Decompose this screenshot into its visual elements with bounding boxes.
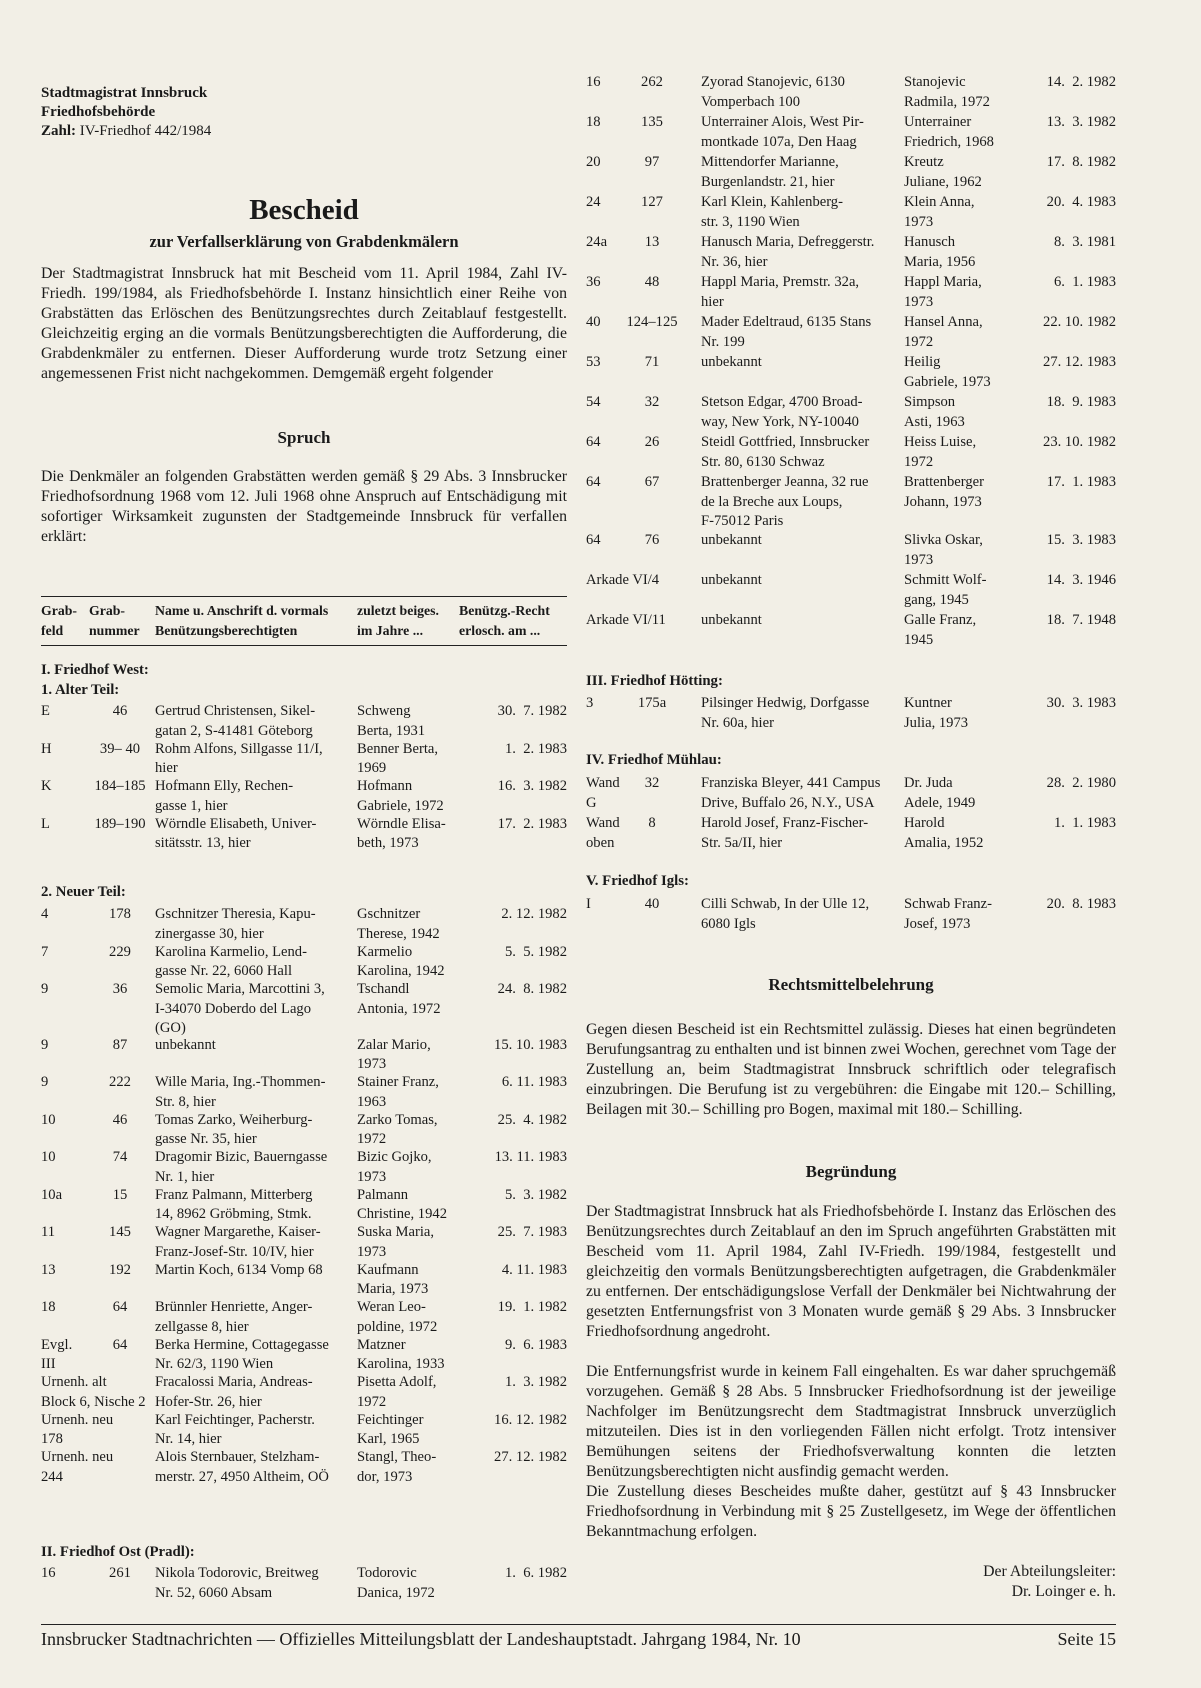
begruendung-paragraph-3: Die Zustellung dieses Bescheides mußte daher, gestützt auf § 43 Innsbrucker Friedhofsordnung in Verbindung mit § 25 Zustellgesetz, im Wege der öffentlichen Bekanntmachung erfolgen.	[586, 1483, 1116, 1540]
th-beiges: zuletzt beiges. im Jahre ...	[357, 603, 439, 638]
table-row	[586, 313, 1116, 353]
grave-field: 10	[41, 1149, 56, 1165]
table-row	[41, 1036, 567, 1076]
grave-field: 10a	[41, 1186, 63, 1203]
holder-name-address: Cilli Schwab, In der Ulle 12, 6080 Igls	[701, 896, 870, 932]
right-expired-date: 24. 8. 1982	[497, 981, 567, 997]
grave-field: 4	[41, 906, 49, 922]
last-buried: Klein Anna, 1973	[904, 194, 975, 230]
right-expired-date: 25. 7. 1983	[497, 1224, 567, 1240]
holder-name-address: Mittendorfer Marianne, Burgenlandstr. 21, hier	[701, 154, 839, 190]
grave-number: 8	[648, 815, 656, 831]
right-expired-date: 6. 1. 1983	[1053, 274, 1116, 290]
right-expired-date: 9. 6. 1983	[504, 1336, 567, 1353]
holder-name-address: Karolina Karmelio, Lend- gasse Nr. 22, 6060 Hall	[155, 943, 307, 979]
right-expired-date: 23. 10. 1982	[1043, 434, 1116, 450]
last-buried: Schmitt Wolf- gang, 1945	[904, 572, 987, 608]
grave-number: 46	[112, 703, 128, 719]
last-buried: Matzner Karolina, 1933	[357, 1336, 445, 1372]
grave-number: 135	[641, 114, 663, 130]
right-expired-date: 27. 12. 1983	[1043, 354, 1116, 370]
last-buried: Stangl, Theo- dor, 1973	[357, 1449, 437, 1485]
right-expired-date: 20. 8. 1983	[1046, 896, 1116, 912]
footer-text: Innsbrucker Stadtnachrichten — Offizielles Mitteilungsblatt der Landeshauptstadt. Jahrgang 1984, Nr. 10	[41, 1629, 801, 1649]
table-row	[41, 702, 567, 742]
right-expired-date: 5. 5. 1982	[504, 943, 567, 960]
table-row	[41, 1186, 567, 1226]
grave-field: 18	[41, 1299, 56, 1315]
last-buried: Hansel Anna, 1972	[904, 314, 983, 350]
holder-name-address: Brünnler Henriette, Anger- zellgasse 8, hier	[155, 1299, 313, 1335]
last-buried: Kaufmann Maria, 1973	[357, 1261, 429, 1297]
right-expired-date: 20. 4. 1983	[1046, 194, 1116, 210]
holder-name-address: Dragomir Bizic, Bauerngasse Nr. 1, hier	[155, 1149, 328, 1185]
table-row	[586, 571, 1116, 611]
holder-name-address: Berka Hermine, Cottagegasse Nr. 62/3, 1190 Wien	[155, 1336, 329, 1372]
grave-field: Evgl. III	[41, 1336, 73, 1372]
right-expired-date: 18. 7. 1948	[1046, 612, 1116, 628]
right-expired-date: 17. 2. 1983	[497, 815, 567, 832]
grave-number: 178	[109, 906, 131, 922]
grave-number: 15	[112, 1186, 128, 1203]
last-buried: Stanojevic Radmila, 1972	[904, 74, 990, 110]
last-buried: Schwab Franz- Josef, 1973	[904, 896, 992, 932]
holder-name-address: Hofmann Elly, Rechen- gasse 1, hier	[155, 778, 294, 814]
grave-number: 36	[112, 981, 128, 997]
grave-field: Arkade VI/4	[586, 572, 660, 588]
grave-number: 175a	[637, 695, 667, 711]
table-row	[41, 1073, 567, 1113]
last-buried: Unterrainer Friedrich, 1968	[904, 114, 994, 150]
right-expired-date: 17. 1. 1983	[1046, 474, 1116, 490]
last-buried: Kuntner Julia, 1973	[904, 695, 969, 731]
last-buried: Karmelio Karolina, 1942	[357, 943, 445, 979]
grave-number: 145	[109, 1224, 131, 1240]
right-expired-date: 27. 12. 1982	[494, 1449, 567, 1465]
last-buried: Simpson Asti, 1963	[904, 394, 965, 430]
right-expired-date: 17. 8. 1982	[1046, 154, 1116, 170]
right-expired-date: 18. 9. 1983	[1046, 394, 1116, 410]
rechtsmittel-paragraph: Gegen diesen Bescheid ist ein Rechtsmittel zulässig. Dieses hat einen begründeten Berufungsantrag zu enthalten und ist binnen zwei Wochen, gerechnet vom Tage der Zustellung an, beim Stadtmagistrat Innsbruck schriftlich oder telegrafisch einzubringen. Die Berufung ist zu vergebühren: die Eingabe mit 120.– Schilling, Beilagen mit 30.– Schilling pro Bogen, maximal mit 180.– Schilling.	[586, 1021, 1116, 1118]
grave-field: K	[41, 778, 52, 794]
grave-number: 222	[109, 1074, 131, 1090]
holder-name-address: unbekannt	[701, 572, 762, 588]
spruch-heading: Spruch	[277, 428, 331, 447]
section-friedhof-hoetting: III. Friedhof Hötting:	[586, 673, 723, 689]
grave-field: 36	[586, 274, 601, 290]
last-buried: Zarko Tomas, 1972	[357, 1111, 438, 1147]
holder-name-address: unbekannt	[701, 612, 762, 628]
table-row	[41, 905, 567, 945]
last-buried: Dr. Juda Adele, 1949	[904, 775, 976, 811]
document-subtitle: zur Verfallserklärung von Grabdenkmälern	[149, 232, 459, 251]
right-expired-date: 28. 2. 1980	[1046, 775, 1116, 791]
holder-name-address: Mader Edeltraud, 6135 Stans Nr. 199	[701, 314, 872, 350]
right-expired-date: 15. 10. 1983	[494, 1036, 567, 1053]
grave-number: 76	[644, 532, 660, 548]
begruendung-paragraph-1: Der Stadtmagistrat Innsbruck hat als Friedhofsbehörde I. Instanz das Erlöschen des Benützungsrechtes durch Zeitablauf an den im Spruch angeführten Grabstätten mit Bescheid vom 11. April 1984, Zahl IV-Friedh. 199/1984, festgestellt und gleichzeitig den vormals Benützungsberechtigten aufgetragen, die Grabdenkmäler zu entfernen. Der entschädigungslose Verfall der Denkmäler bei Nichtwahrung der gesetzten Entfernungsfrist von 3 Monaten wurde gemäß § 29 Abs. 3 Innsbrucker Friedhofsordnung angedroht.	[586, 1203, 1116, 1340]
last-buried: Slivka Oskar, 1973	[904, 532, 983, 568]
grave-field: 11	[41, 1224, 56, 1240]
grave-field: 10	[41, 1111, 56, 1128]
table-row	[41, 1111, 567, 1151]
th-grab-feld: Grab- feld	[41, 603, 78, 638]
last-buried: Heilig Gabriele, 1973	[904, 354, 991, 390]
grave-number: 229	[109, 943, 131, 960]
table-row	[586, 233, 1116, 273]
footer-rule	[41, 1624, 1116, 1625]
grave-field: Wand G	[586, 775, 620, 811]
table-row	[41, 980, 567, 1036]
last-buried: Galle Franz, 1945	[904, 612, 977, 648]
holder-name-address: Gschnitzer Theresia, Kapu- zinergasse 30, hier	[155, 906, 316, 942]
last-buried: Palmann Christine, 1942	[357, 1186, 447, 1222]
table-row	[586, 473, 1116, 529]
last-buried: Tschandl Antonia, 1972	[357, 981, 441, 1017]
table-row	[41, 740, 567, 780]
right-expired-date: 5. 3. 1982	[504, 1186, 567, 1203]
intro-paragraph: Der Stadtmagistrat Innsbruck hat mit Bescheid vom 11. April 1984, Zahl IV-Friedh. 199/1984, als Friedhofsbehörde I. Instanz hinsichtlich einer Reihe von Grabstätten das Erlöschen des Benützungsrechtes durch Zeitablauf festgestellt. Gleichzeitig erging an die vormals Benützungsberechtigten die Aufforderung, die Grabdenkmäler zu entfernen. Dieser Aufforderung wurde trotz Setzung einer angemessenen Frist nicht nachgekommen. Demgemäß ergeht folgender	[41, 265, 567, 382]
grave-field: Wand oben	[586, 815, 620, 851]
right-expired-date: 1. 1. 1983	[1053, 815, 1116, 831]
section-neuer-teil: 2. Neuer Teil:	[41, 884, 126, 900]
holder-name-address: unbekannt	[701, 354, 762, 370]
last-buried: Feichtinger Karl, 1965	[357, 1411, 424, 1447]
grave-number: 74	[112, 1149, 128, 1165]
last-buried: Suska Maria, 1973	[357, 1224, 435, 1260]
table-row	[586, 531, 1116, 571]
holder-name-address: Zyorad Stanojevic, 6130 Vomperbach 100	[701, 74, 845, 110]
grave-number: 124–125	[626, 314, 678, 330]
grave-number: 40	[644, 896, 660, 912]
holder-name-address: Brattenberger Jeanna, 32 rue de la Breche aux Loups, F-75012 Paris	[701, 474, 869, 529]
grave-number: 46	[112, 1111, 128, 1128]
rechtsmittel-heading: Rechtsmittelbelehrung	[768, 975, 934, 994]
holder-name-address: Semolic Maria, Marcottini 3, I-34070 Doberdo del Lago (GO)	[155, 981, 325, 1036]
issuer-line-2: Friedhofsbehörde	[41, 104, 156, 120]
grave-field: Urnenh. alt Block 6, Nische 2	[41, 1374, 146, 1410]
document-title: Bescheid	[249, 194, 359, 226]
grave-field: 40	[586, 314, 601, 330]
holder-name-address: Wörndle Elisabeth, Univer- sitätsstr. 13, hier	[155, 815, 317, 851]
page-number: Seite 15	[1057, 1629, 1116, 1649]
grave-number: 67	[644, 474, 660, 490]
right-expired-date: 25. 4. 1982	[497, 1111, 567, 1128]
section-friedhof-igls: V. Friedhof Igls:	[586, 873, 689, 889]
grave-number: 262	[641, 74, 663, 90]
right-expired-date: 14. 3. 1946	[1046, 572, 1116, 588]
last-buried: Schweng Berta, 1931	[357, 703, 426, 739]
grave-field: E	[41, 703, 50, 719]
grave-number: 13	[644, 234, 660, 250]
grave-field: 13	[41, 1261, 56, 1278]
last-buried: Bizic Gojko, 1973	[357, 1149, 432, 1185]
table-row	[41, 1223, 567, 1263]
holder-name-address: Karl Feichtinger, Pacherstr. Nr. 14, hier	[155, 1411, 315, 1447]
table-row	[586, 774, 1116, 814]
table-row	[41, 815, 567, 855]
grave-field: Urnenh. neu 178	[41, 1411, 114, 1447]
table-row	[41, 1148, 567, 1188]
grave-field: 53	[586, 354, 601, 370]
holder-name-address: Wagner Margarethe, Kaiser- Franz-Josef-Str. 10/IV, hier	[155, 1224, 321, 1260]
table-row	[41, 1373, 567, 1413]
table-row	[586, 393, 1116, 433]
right-expired-date: 13. 3. 1982	[1046, 114, 1116, 130]
holder-name-address: Happl Maria, Premstr. 32a, hier	[701, 274, 860, 310]
grave-field: 9	[41, 1036, 49, 1053]
table-header-rule	[41, 645, 567, 646]
grave-field: 16	[41, 1565, 56, 1581]
grave-field: Arkade VI/11	[586, 612, 666, 628]
table-row	[586, 73, 1116, 113]
begruendung-paragraph-2: Die Entfernungsfrist wurde in keinem Fall eingehalten. Es war daher spruchgemäß vorzugehen. Gemäß § 28 Abs. 5 Innsbrucker Friedhofsordnung ist der jeweilige Nachfolger im Benützungsrecht dem Stadtmagistrat Innsbruck unverzüglich mitzuteilen. Dies ist in den vorliegenden Fällen nicht erfolgt. Trotz intensiver Bemühungen seitens der Friedhofsverwaltung konnten die letzten Benützungsberechtigten nicht ausfindig gemacht werden.	[586, 1363, 1116, 1480]
holder-name-address: Unterrainer Alois, West Pir- montkade 107a, Den Haag	[701, 114, 864, 150]
issuer-block	[41, 84, 211, 141]
grave-number: 261	[109, 1565, 131, 1581]
grave-field: 16	[586, 74, 601, 90]
grave-field: 64	[586, 434, 601, 450]
right-expired-date: 16. 12. 1982	[494, 1411, 567, 1428]
right-expired-date: 30. 3. 1983	[1046, 695, 1116, 711]
right-expired-date: 19. 1. 1982	[497, 1299, 567, 1315]
grave-number: 184–185	[94, 778, 146, 794]
holder-name-address: Rohm Alfons, Sillgasse 11/I, hier	[155, 740, 323, 776]
table-row	[586, 895, 1116, 935]
table-row	[586, 153, 1116, 193]
th-erlosch: Benützg.-Recht erlosch. am ...	[459, 603, 550, 638]
table-row	[41, 1564, 567, 1604]
table-row	[586, 694, 1116, 734]
holder-name-address: Stetson Edgar, 4700 Broad- way, New York, NY-10040	[701, 394, 863, 430]
grave-field: 54	[586, 394, 601, 410]
last-buried: Benner Berta, 1969	[357, 740, 439, 776]
grave-number: 127	[641, 194, 663, 210]
right-expired-date: 8. 3. 1981	[1053, 234, 1116, 250]
grave-field: 7	[41, 943, 49, 960]
grave-number: 48	[644, 274, 660, 290]
holder-name-address: Harold Josef, Franz-Fischer- Str. 5a/II, hier	[701, 815, 869, 851]
holder-name-address: Franziska Bleyer, 441 Campus Drive, Buffalo 26, N.Y., USA	[701, 775, 881, 811]
signature-name: Dr. Loinger e. h.	[1011, 1583, 1116, 1600]
last-buried: Hanusch Maria, 1956	[904, 234, 976, 270]
grave-field: 64	[586, 532, 601, 548]
table-row	[586, 611, 1116, 651]
table-row	[41, 1448, 567, 1488]
th-grab-nummer: Grab- nummer	[89, 603, 140, 638]
grave-number: 97	[644, 154, 660, 170]
section-friedhof-west: I. Friedhof West:	[41, 662, 149, 678]
last-buried: Brattenberger Johann, 1973	[904, 474, 984, 510]
holder-name-address: Franz Palmann, Mitterberg 14, 8962 Gröbming, Stmk.	[155, 1186, 313, 1222]
grave-number: 192	[109, 1261, 131, 1278]
begruendung-heading: Begründung	[805, 1162, 897, 1181]
table-row	[586, 273, 1116, 313]
holder-name-address: Steidl Gottfried, Innsbrucker Str. 80, 6130 Schwaz	[701, 434, 870, 470]
grave-field: H	[41, 740, 52, 757]
table-row	[41, 1411, 567, 1451]
table-row	[586, 113, 1116, 153]
section-friedhof-muehlau: IV. Friedhof Mühlau:	[586, 752, 722, 768]
right-expired-date: 30. 7. 1982	[497, 703, 567, 719]
table-row	[41, 777, 567, 817]
right-expired-date: 4. 11. 1983	[501, 1261, 567, 1278]
grave-field: 3	[586, 695, 594, 711]
right-expired-date: 13. 11. 1983	[494, 1149, 567, 1165]
last-buried: Pisetta Adolf, 1972	[357, 1374, 437, 1410]
table-row	[41, 1261, 567, 1301]
right-expired-date: 16. 3. 1982	[497, 778, 567, 794]
holder-name-address: Nikola Todorovic, Breitweg Nr. 52, 6060 Absam	[155, 1565, 319, 1601]
th-name: Name u. Anschrift d. vormals Benützungsberechtigten	[155, 603, 329, 638]
holder-name-address: Martin Koch, 6134 Vomp 68	[155, 1261, 323, 1278]
holder-name-address: unbekannt	[155, 1036, 216, 1053]
grave-field: 9	[41, 981, 49, 997]
grave-number: 87	[112, 1036, 128, 1053]
holder-name-address: Tomas Zarko, Weiherburg- gasse Nr. 35, hier	[155, 1111, 313, 1147]
zahl-value: IV-Friedhof 442/1984	[76, 123, 212, 139]
last-buried: Kreutz Juliane, 1962	[904, 154, 982, 190]
holder-name-address: Wille Maria, Ing.-Thommen- Str. 8, hier	[155, 1074, 326, 1110]
holder-name-address: Fracalossi Maria, Andreas- Hofer-Str. 26, hier	[155, 1374, 313, 1410]
signature-role: Der Abteilungsleiter:	[983, 1563, 1116, 1580]
last-buried: Harold Amalia, 1952	[904, 815, 984, 851]
grave-number: 64	[112, 1299, 128, 1315]
holder-name-address: Gertrud Christensen, Sikel- gatan 2, S-41481 Göteborg	[155, 703, 316, 739]
right-expired-date: 1. 2. 1983	[504, 740, 567, 757]
table-row	[586, 193, 1116, 233]
right-expired-date: 22. 10. 1982	[1043, 314, 1116, 330]
table-row	[586, 433, 1116, 473]
last-buried: Happl Maria, 1973	[904, 274, 982, 310]
holder-name-address: Pilsinger Hedwig, Dorfgasse Nr. 60a, hier	[701, 695, 870, 731]
grave-field: 64	[586, 474, 601, 490]
table-row	[41, 943, 567, 983]
right-expired-date: 14. 2. 1982	[1046, 74, 1116, 90]
grave-number: 71	[644, 354, 660, 370]
right-expired-date: 2. 12. 1982	[501, 906, 567, 922]
right-expired-date: 1. 6. 1982	[504, 1565, 567, 1581]
issuer-line-1: Stadtmagistrat Innsbruck	[41, 85, 208, 101]
grave-field: 9	[41, 1074, 49, 1090]
last-buried: Zalar Mario, 1973	[357, 1036, 431, 1072]
grave-number: 32	[644, 394, 660, 410]
last-buried: Stainer Franz, 1963	[357, 1074, 439, 1110]
grave-field: L	[41, 815, 50, 832]
grave-field: 24a	[586, 234, 608, 250]
last-buried: Weran Leo- poldine, 1972	[357, 1299, 438, 1335]
right-expired-date: 6. 11. 1983	[501, 1074, 567, 1090]
grave-number: 64	[112, 1336, 128, 1353]
table-row	[586, 353, 1116, 393]
table-row	[41, 1336, 567, 1376]
right-expired-date: 15. 3. 1983	[1046, 532, 1116, 548]
grave-field: 24	[586, 194, 601, 210]
zahl-label: Zahl:	[41, 123, 77, 139]
holder-name-address: unbekannt	[701, 532, 762, 548]
holder-name-address: Alois Sternbauer, Stelzham- merstr. 27, 4950 Altheim, OÖ	[155, 1449, 329, 1485]
table-row	[586, 814, 1116, 854]
table-top-rule	[41, 596, 567, 597]
spruch-paragraph: Die Denkmäler an folgenden Grabstätten werden gemäß § 29 Abs. 3 Innsbrucker Friedhofsordnung 1968 vom 12. Juli 1968 ohne Anspruch auf Entschädigung mit sofortiger Wirksamkeit zugunsten der Stadtgemeinde Innsbruck für verfallen erklärt:	[41, 468, 567, 545]
section-alter-teil: 1. Alter Teil:	[41, 682, 120, 698]
section-friedhof-ost: II. Friedhof Ost (Pradl):	[41, 1544, 195, 1560]
grave-number: 39– 40	[99, 740, 141, 757]
last-buried: Todorovic Danica, 1972	[357, 1565, 435, 1601]
holder-name-address: Hanusch Maria, Defreggerstr. Nr. 36, hier	[701, 234, 875, 270]
last-buried: Hofmann Gabriele, 1972	[357, 778, 444, 814]
last-buried: Gschnitzer Therese, 1942	[357, 906, 440, 942]
table-row	[41, 1298, 567, 1338]
grave-number: 189–190	[94, 815, 146, 832]
grave-number: 26	[644, 434, 660, 450]
holder-name-address: Karl Klein, Kahlenberg- str. 3, 1190 Wien	[701, 194, 843, 230]
last-buried: Heiss Luise, 1972	[904, 434, 977, 470]
grave-field: 20	[586, 154, 601, 170]
grave-field: Urnenh. neu 244	[41, 1449, 114, 1485]
grave-number: 32	[644, 775, 660, 791]
grave-field: I	[586, 896, 591, 912]
right-expired-date: 1. 3. 1982	[504, 1374, 567, 1390]
grave-field: 18	[586, 114, 601, 130]
last-buried: Wörndle Elisa- beth, 1973	[357, 815, 446, 851]
